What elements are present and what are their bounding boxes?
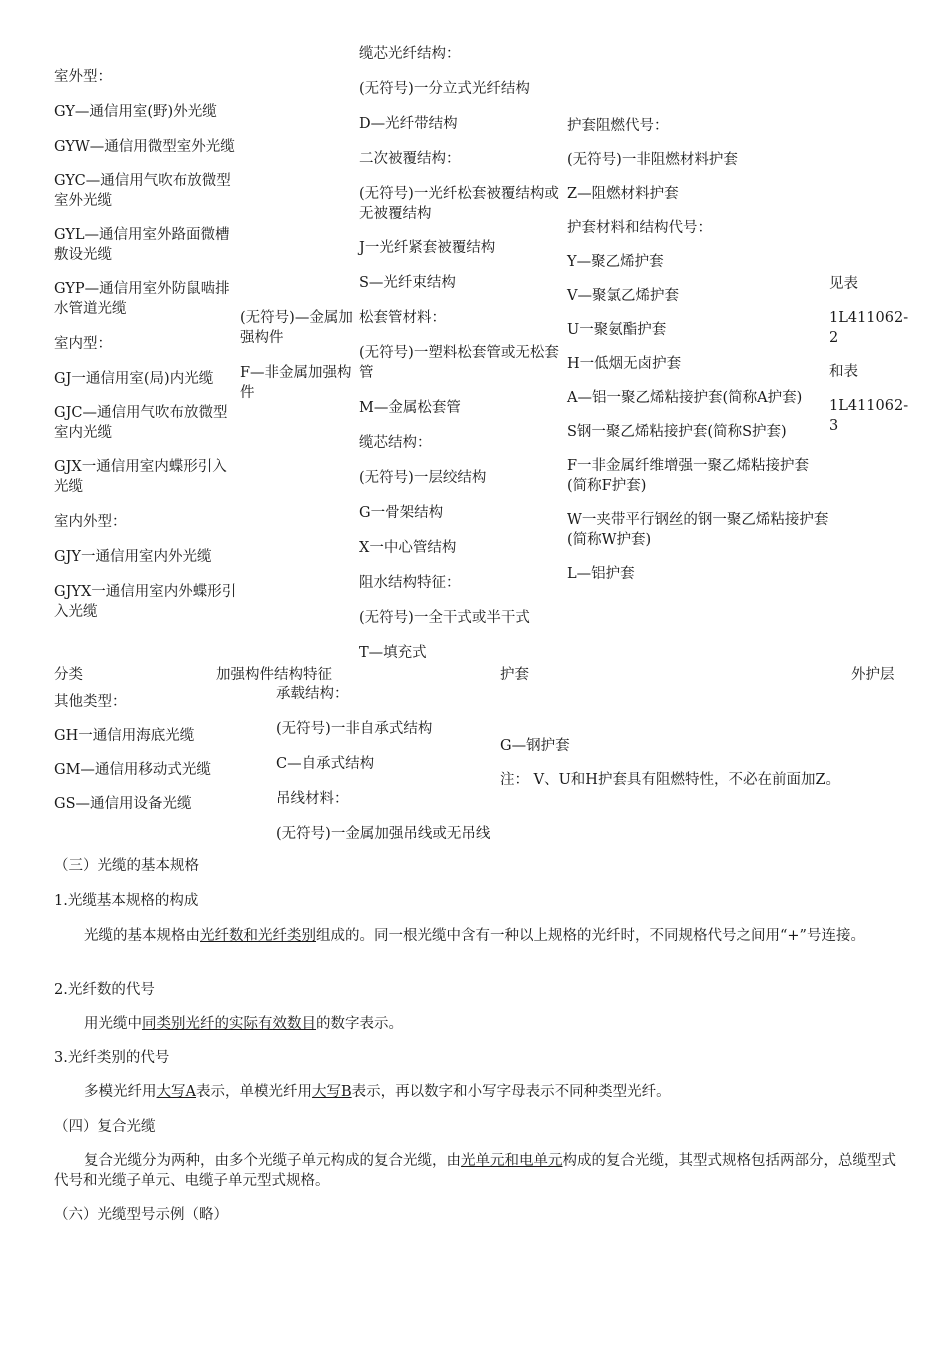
heading: 缆芯光纤结构： — [359, 46, 461, 62]
header-classification: 分类 — [54, 667, 83, 683]
list-item: GY—通信用室(野)外光缆 — [54, 104, 217, 120]
list-item: X一中心管结构 — [359, 540, 457, 556]
text-run: 表示，再以数字和小写字母表示不同种类型光纤。 — [351, 1084, 671, 1100]
heading: 护套材料和结构代号： — [567, 220, 712, 236]
list-item: GJC—通信用气吹布放微型室内光缆 — [54, 405, 228, 441]
text-run: 组成的。同一根光缆中含有一种以上规格的光纤时，不同规格代号之间用“+”号连接。 — [316, 928, 865, 944]
paragraph — [54, 1151, 900, 1191]
list-item: (无符号)一非自承式结构 — [276, 721, 433, 737]
subsection-title: 2.光纤数的代号 — [54, 982, 155, 998]
heading: 其他类型： — [54, 694, 127, 710]
list-item: H一低烟无卤护套 — [567, 356, 682, 372]
list-item: L—铝护套 — [567, 566, 635, 582]
heading-indoor: 室内型： — [54, 336, 112, 352]
other-types-column — [54, 692, 214, 814]
list-item: W一夹带平行钢丝的钢一聚乙烯粘接护套(简称W护套) — [567, 512, 829, 548]
list-item: GS—通信用设备光缆 — [54, 796, 192, 812]
list-item: GYW—通信用微型室外光缆 — [54, 139, 235, 155]
list-item: GYL—通信用室外路面微槽敷设光缆 — [54, 227, 230, 263]
list-item: GJ一通信用室(局)内光缆 — [54, 371, 214, 387]
text-run: 光缆的基本规格由 — [84, 928, 200, 944]
list-item: GYP—通信用室外防鼠啮排水管道光缆 — [54, 281, 230, 317]
reference-text: 和表 — [829, 364, 858, 380]
underlined-term: 大写B — [311, 1084, 352, 1100]
outer-layer-column — [829, 274, 909, 436]
paragraph — [54, 926, 900, 946]
strength-member-column — [240, 308, 358, 403]
header-sheath: 护套 — [500, 667, 529, 683]
sheath-column — [567, 116, 829, 584]
underlined-term: 大写A — [156, 1084, 196, 1100]
list-item: GH一通信用海底光缆 — [54, 728, 195, 744]
text-run: 复合光缆分为两种，由多个光缆子单元构成的复合光缆，由 — [84, 1153, 461, 1169]
list-item: A—铝一聚乙烯粘接护套(简称A护套) — [567, 390, 803, 406]
list-item: GYC—通信用气吹布放微型室外光缆 — [54, 173, 231, 209]
note-text: 注： V、U和H护套具有阻燃特性，不必在前面加Z。 — [500, 772, 841, 788]
list-item: Y—聚乙烯护套 — [567, 254, 664, 270]
heading: 阻水结构特征： — [359, 575, 461, 591]
header-outer-layer: 外护层 — [851, 667, 895, 683]
list-item: (无符号)一全干式或半干式 — [359, 610, 530, 626]
reference-text: 1L411062-2 — [829, 310, 909, 346]
list-item: T—填充式 — [359, 645, 427, 661]
list-item: C—自承式结构 — [276, 756, 375, 772]
reference-text: 1L411062-3 — [829, 398, 909, 434]
list-item: (无符号)一层绞结构 — [359, 470, 487, 486]
section-title: （六）光缆型号示例（略） — [54, 1207, 228, 1223]
list-item: (无符号)—金属加强构件 — [240, 310, 353, 346]
list-item: GJY一通信用室内外光缆 — [54, 549, 212, 565]
list-item: U一聚氨酯护套 — [567, 322, 667, 338]
underlined-term: 光单元和电单元 — [461, 1153, 563, 1169]
text-run: 构成的复合光缆，其型式规格包括两部分，总缆型式代号和光缆子单元、电缆子单元型式规格。 — [54, 1153, 896, 1189]
structure-column — [359, 44, 559, 663]
heading: 护套阻燃代号： — [567, 118, 669, 134]
heading-outdoor: 室外型： — [54, 69, 112, 85]
text-run: 的数字表示。 — [316, 1016, 403, 1032]
underlined-term: 光纤数和光纤类别 — [200, 928, 316, 944]
classification-column — [54, 67, 240, 622]
heading-inout: 室内外型： — [54, 514, 127, 530]
text-run: 表示，单模光纤用 — [195, 1084, 312, 1100]
header-strength-structure: 加强构件结构特征 — [216, 667, 332, 683]
paragraph — [84, 1014, 403, 1034]
load-bearing-column — [276, 684, 502, 844]
list-item: S钢一聚乙烯粘接护套(简称S护套) — [567, 424, 787, 440]
heading: 二次被覆结构： — [359, 151, 461, 167]
list-item: GJX一通信用室内蝶形引入光缆 — [54, 459, 227, 495]
list-item: GM—通信用移动式光缆 — [54, 762, 211, 778]
list-item: (无符号)一塑料松套管或无松套管 — [359, 345, 559, 381]
subsection-title: 1.光缆基本规格的构成 — [54, 893, 199, 909]
list-item: M—金属松套管 — [359, 400, 461, 416]
list-item: (无符号)一非阻燃材料护套 — [567, 152, 738, 168]
heading: 承载结构： — [276, 686, 349, 702]
list-item: F一非金属纤维增强一聚乙烯粘接护套(简称F护套) — [567, 458, 810, 494]
subsection-title: 3.光纤类别的代号 — [54, 1050, 170, 1066]
section-title: （三）光缆的基本规格 — [54, 858, 199, 874]
list-item: F—非金属加强构件 — [240, 365, 352, 401]
paragraph — [84, 1082, 671, 1102]
list-item: GJYX一通信用室内外蝶形引入光缆 — [54, 584, 237, 620]
steel-sheath-text: G—钢护套 — [500, 738, 570, 754]
text-run: 多模光纤用 — [84, 1084, 157, 1100]
text-run: 用光缆中 — [84, 1016, 142, 1032]
section-title: （四）复合光缆 — [54, 1119, 156, 1135]
list-item: Z—阻燃材料护套 — [567, 186, 679, 202]
list-item: J一光纤紧套被覆结构 — [359, 240, 496, 256]
list-item: G一骨架结构 — [359, 505, 444, 521]
list-item: V—聚氯乙烯护套 — [567, 288, 679, 304]
list-item: S—光纤束结构 — [359, 275, 456, 291]
heading: 吊线材料： — [276, 791, 349, 807]
reference-text: 见表 — [829, 276, 858, 292]
list-item: D—光纤带结构 — [359, 116, 458, 132]
list-item: (无符号)一金属加强吊线或无吊线 — [276, 826, 491, 842]
list-item: (无符号)一分立式光纤结构 — [359, 81, 530, 97]
underlined-term: 同类别光纤的实际有效数目 — [142, 1016, 316, 1032]
heading: 松套管材料： — [359, 310, 446, 326]
heading: 缆芯结构： — [359, 435, 432, 451]
list-item: (无符号)一光纤松套被覆结构或无被覆结构 — [359, 186, 559, 222]
